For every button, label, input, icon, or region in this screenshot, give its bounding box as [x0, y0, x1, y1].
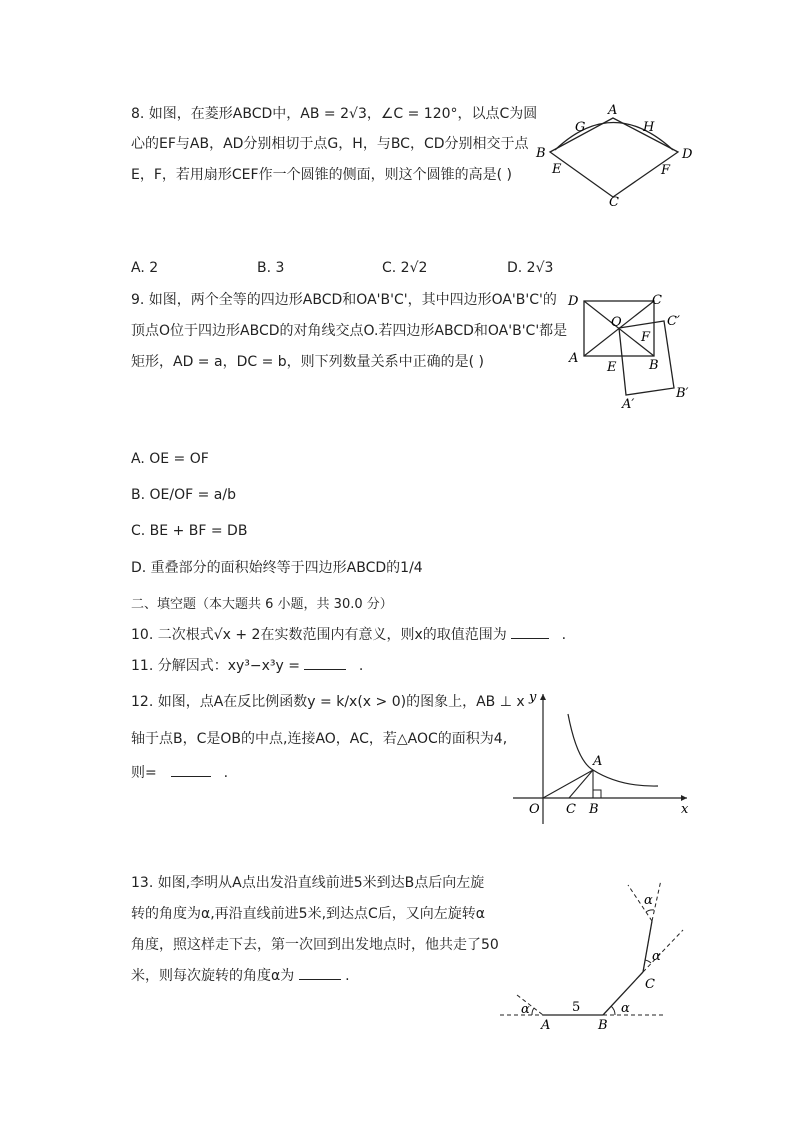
q9-line-2: 顶点O位于四边形ABCD的对角线交点O.若四边形ABCD和OA'B'C'都是 [131, 323, 568, 339]
q8-label-F: F [661, 163, 671, 178]
q12-tail: . [223, 765, 229, 781]
q9-option-b: B. OE/OF = a/b [131, 487, 236, 503]
q13-label-A: A [541, 1018, 551, 1033]
q12-line-2: 轴于点B，C是OB的中点,连接AO，AC，若△AOC的面积为4, [131, 731, 508, 747]
q9-option-d: D. 重叠部分的面积始终等于四边形ABCD的1/4 [131, 560, 423, 576]
q8-label-E: E [552, 162, 562, 177]
q8-option-a: A. 2 [131, 260, 159, 276]
q8-line-1: 8. 如图，在菱形ABCD中，AB = 2√3，∠C = 120°，以点C为圆 [131, 106, 538, 122]
q13-line-3: 角度，照这样走下去，第一次回到出发地点时，他共走了50 [131, 937, 499, 953]
q9-label-O: O [611, 315, 622, 330]
q8-line-2: 心的EF与AB，AD分别相切于点G，H，与BC，CD分别相交于点 [131, 136, 529, 152]
q12-line-3-text: 则= [131, 765, 157, 781]
q8-line-3: E，F，若用扇形CEF作一个圆锥的侧面，则这个圆锥的高是( ) [131, 167, 512, 183]
q13-walk-figure [495, 875, 695, 1035]
q8-label-B: B [536, 146, 546, 161]
q9-label-E: E [607, 360, 617, 375]
q12-answer-blank[interactable] [171, 776, 211, 777]
q10-tail: . [561, 627, 567, 643]
q13-label-alpha-top: α [644, 893, 653, 908]
q9-label-C2: C′ [667, 314, 680, 329]
q13-line-4 [131, 966, 350, 986]
q8-label-D: D [682, 147, 693, 162]
q9-rectangles-figure [560, 288, 700, 413]
q12-line-1: 12. 如图，点A在反比例函数y = k/x(x > 0)的图象上，AB ⊥ x [131, 694, 525, 710]
q10-answer-blank[interactable] [511, 638, 549, 639]
q9-label-C: C [652, 293, 662, 308]
q11-line [131, 656, 363, 676]
q12-hyperbola-figure [505, 686, 695, 831]
q12-line-3 [131, 763, 228, 783]
q11-tail: . [358, 658, 364, 674]
q12-label-C: C [566, 802, 576, 817]
q11-text: 11. 分解因式：xy³−x³y = [131, 658, 305, 674]
q9-label-A: A [569, 351, 579, 366]
q12-label-B: B [589, 802, 599, 817]
q8-label-A: A [608, 103, 618, 118]
q13-line-1: 13. 如图,李明从A点出发沿直线前进5米到达B点后向左旋 [131, 875, 485, 891]
q13-line-2: 转的角度为α,再沿直线前进5米,到达点C后，又向左旋转α [131, 906, 486, 922]
q9-line-3: 矩形，AD = a，DC = b，则下列数量关系中正确的是( ) [131, 354, 485, 370]
q9-label-D: D [568, 294, 579, 309]
section-2-heading: 二、填空题（本大题共 6 小题，共 30.0 分） [131, 597, 393, 612]
q13-tail: . [345, 968, 350, 984]
q9-line-1: 9. 如图，两个全等的四边形ABCD和OA'B'C'，其中四边形OA'B'C'的 [131, 292, 557, 308]
q12-label-A: A [593, 754, 603, 769]
q13-label-C: C [645, 977, 655, 992]
q13-line-4-text: 米，则每次旋转的角度α为 [131, 968, 295, 984]
q13-label-alpha-B: α [621, 1001, 630, 1016]
q8-label-G: G [575, 120, 586, 135]
q13-answer-blank[interactable] [299, 979, 341, 980]
q12-label-x: x [681, 802, 689, 817]
q13-label-alpha-A: α [521, 1002, 530, 1017]
q9-label-A2: A′ [622, 397, 635, 412]
q9-label-F: F [641, 330, 651, 345]
q12-label-O: O [529, 802, 540, 817]
q8-option-b: B. 3 [257, 260, 285, 276]
q9-option-c: C. BE + BF = DB [131, 523, 248, 539]
q10-text: 10. 二次根式√x + 2在实数范围内有意义，则x的取值范围为 [131, 627, 507, 643]
q8-label-H: H [643, 120, 655, 135]
q8-rhombus-figure [530, 100, 705, 210]
q13-label-len: 5 [572, 1000, 581, 1015]
q8-option-c: C. 2√2 [382, 260, 428, 276]
q9-label-B2: B′ [676, 386, 689, 401]
q9-option-a: A. OE = OF [131, 451, 209, 467]
q12-label-y: y [529, 690, 537, 705]
q8-label-C: C [609, 195, 619, 210]
q8-option-d: D. 2√3 [507, 260, 554, 276]
q13-label-B: B [598, 1018, 608, 1033]
q10-line [131, 625, 566, 645]
q11-answer-blank[interactable] [304, 669, 346, 670]
q13-label-alpha-C: α [652, 949, 661, 964]
q9-label-B: B [649, 358, 659, 373]
